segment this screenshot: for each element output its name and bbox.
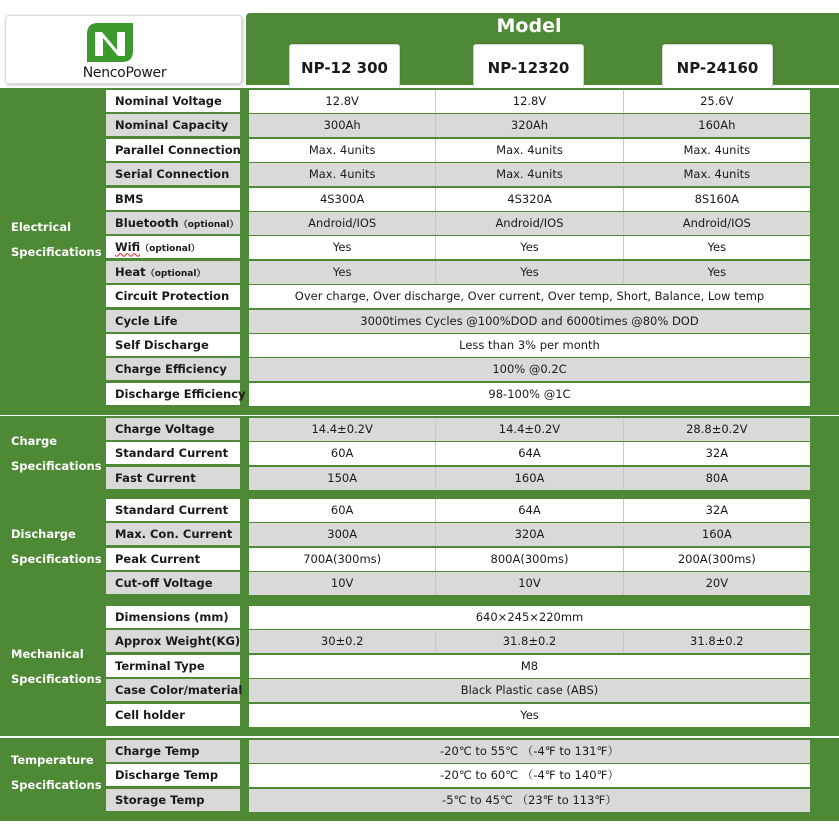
spec-value: Yes <box>623 236 810 259</box>
spec-name-text: Terminal Type <box>115 658 205 673</box>
spec-value: Android/IOS <box>435 212 622 235</box>
spec-name-text: Charge Temp <box>115 744 200 758</box>
section-label: Specifications <box>11 672 102 686</box>
spec-value: 640×245×220mm <box>475 610 584 624</box>
spec-value-cells <box>249 114 810 137</box>
spec-name-text: Nominal Voltage <box>115 94 222 108</box>
spec-value: 4S320A <box>435 188 622 211</box>
spec-name <box>106 114 240 136</box>
section-label: Temperature <box>11 753 94 767</box>
brand-logo <box>5 15 242 84</box>
spec-value: 30±0.2 <box>320 634 364 649</box>
spec-value: 20V <box>623 572 810 595</box>
spec-row <box>106 310 810 333</box>
section-label: Specifications <box>11 778 102 792</box>
brand-name: NencoPower <box>82 65 167 81</box>
spec-name <box>106 704 240 726</box>
spec-name-text: Charge Voltage <box>115 422 215 436</box>
spec-name-note: （optional） <box>178 220 239 230</box>
spec-value: 300A <box>327 527 358 542</box>
spec-name <box>106 606 240 628</box>
spec-name <box>106 334 240 356</box>
spec-value: 4S300A <box>319 191 365 206</box>
spec-name <box>106 548 240 570</box>
section-label: Specifications <box>11 245 102 259</box>
spec-name-text: Discharge Temp <box>115 768 219 783</box>
spec-value: 160A <box>623 523 810 546</box>
spec-row <box>106 548 810 571</box>
spec-value: Yes <box>520 707 539 722</box>
spec-value-cells <box>249 606 810 629</box>
model-tab-1: NP-12 300 <box>289 44 400 87</box>
spec-name <box>106 442 240 464</box>
spec-name-note: （optional） <box>140 244 200 255</box>
spec-name-text: Discharge Efficiency <box>115 386 246 401</box>
spec-value-cells <box>249 499 810 522</box>
spec-name-text: Circuit Protection <box>115 289 230 304</box>
spec-name <box>106 630 240 652</box>
section-label: Electrical <box>11 220 72 234</box>
spec-value-cells <box>249 90 810 113</box>
spec-row <box>106 358 810 381</box>
spec-value-cells <box>249 630 810 653</box>
section-label: Charge <box>11 434 58 448</box>
spec-name-text: Heat <box>115 264 146 279</box>
spec-name <box>106 188 240 210</box>
spec-row <box>106 334 810 357</box>
spec-name-text: BMS <box>115 191 144 206</box>
spec-value: Yes <box>435 236 622 259</box>
spec-name <box>106 789 240 811</box>
spec-value-cells <box>249 523 810 546</box>
spec-value-cells <box>249 679 810 702</box>
spec-name <box>106 236 240 258</box>
spec-value-cells <box>249 789 810 812</box>
spec-value-cells <box>249 764 810 787</box>
spec-value: Black Plastic case (ABS) <box>460 683 599 698</box>
spec-value: 32A <box>623 442 810 465</box>
model-tab-2: NP-12320 <box>473 44 584 87</box>
spec-value: 60A <box>330 446 354 461</box>
spec-value-cells <box>249 285 810 308</box>
spec-name <box>106 310 240 332</box>
spec-value: 3000times Cycles @100%DOD and 6000times @80% DOD <box>360 313 699 328</box>
spec-value: 25.6V <box>623 90 810 113</box>
spec-value: 12.8V <box>435 90 622 113</box>
spec-name-text: Case Color/material <box>115 683 243 698</box>
spec-name-text: Bluetooth <box>115 216 179 230</box>
spec-value-cells <box>249 655 810 678</box>
spec-row <box>106 418 810 441</box>
spec-value: Android/IOS <box>308 216 377 230</box>
spec-value: Max. 4units <box>623 163 810 186</box>
spec-value: Max. 4units <box>435 163 622 186</box>
spec-value: 64A <box>435 442 622 465</box>
model-tab-3: NP-24160 <box>662 44 773 87</box>
spec-name-note: （optional） <box>145 268 206 279</box>
spec-row <box>106 630 810 653</box>
spec-name <box>106 418 240 440</box>
spec-value: Yes <box>332 240 352 255</box>
spec-name-text: Nominal Capacity <box>115 118 229 133</box>
section-label: Discharge <box>11 527 76 541</box>
spec-name <box>106 261 240 283</box>
spec-name-text: Cell holder <box>115 707 185 722</box>
spec-row <box>106 467 810 490</box>
spec-name-text: Approx Weight(KG) <box>115 634 241 649</box>
spec-row <box>106 442 810 465</box>
spec-name-text: Standard Current <box>115 446 229 461</box>
spec-value-cells <box>249 704 810 727</box>
spec-value: 80A <box>623 467 810 490</box>
spec-name <box>106 499 240 521</box>
spec-name-text: Cycle Life <box>115 313 178 328</box>
spec-value: 700A(300ms) <box>303 551 382 566</box>
spec-value: M8 <box>520 658 539 673</box>
spec-name-text: Storage Temp <box>115 792 205 807</box>
spec-value: Max. 4units <box>623 139 810 162</box>
spec-row <box>106 236 810 259</box>
spec-value: Yes <box>332 264 352 279</box>
spec-value: 10V <box>330 576 354 591</box>
section-label: Mechanical <box>11 647 84 661</box>
spec-value: 14.4±0.2V <box>311 422 373 436</box>
spec-name-text: Peak Current <box>115 551 201 566</box>
spec-value-cells <box>249 467 810 490</box>
spec-name-text: Serial Connection <box>115 167 230 182</box>
spec-row <box>106 764 810 787</box>
spec-value: 31.8±0.2 <box>623 630 810 653</box>
spec-value: 64A <box>435 499 622 522</box>
spec-name <box>106 655 240 677</box>
section-label: Specifications <box>11 552 102 566</box>
spec-name <box>106 90 240 112</box>
spec-value: 320A <box>435 523 622 546</box>
spec-value: Max. 4units <box>435 139 622 162</box>
spec-value: 60A <box>330 503 354 517</box>
spec-value: 160Ah <box>623 114 810 137</box>
spec-value-cells <box>249 188 810 211</box>
spec-row <box>106 114 810 137</box>
spec-row <box>106 499 810 522</box>
spec-value-cells <box>249 442 810 465</box>
spec-row <box>106 261 810 284</box>
spec-name-text: Fast Current <box>115 470 196 485</box>
spec-name-text: Parallel Connection <box>115 142 241 157</box>
spec-name-text: Cut-off Voltage <box>115 576 213 591</box>
spec-value: 300Ah <box>323 118 361 133</box>
spec-value: 31.8±0.2 <box>435 630 622 653</box>
spec-row <box>106 285 810 308</box>
spec-value-cells <box>249 163 810 186</box>
spec-row <box>106 655 810 678</box>
spec-row <box>106 523 810 546</box>
spec-name <box>106 572 240 594</box>
spec-name <box>106 212 240 234</box>
spec-name-text: Dimensions (mm) <box>115 610 229 624</box>
spec-value: 160A <box>435 467 622 490</box>
spec-value: -20℃ to 55℃ （-4℉ to 131℉） <box>440 744 619 758</box>
spec-name-text: Charge Efficiency <box>115 362 227 377</box>
spec-value: 200A(300ms) <box>623 548 810 571</box>
model-title: Model <box>496 15 562 37</box>
spec-row <box>106 188 810 211</box>
spec-value: 28.8±0.2V <box>623 418 810 441</box>
spec-name-text: Standard Current <box>115 503 229 517</box>
spec-value-cells <box>249 261 810 284</box>
spec-value: Less than 3% per month <box>459 338 600 352</box>
spec-value-cells <box>249 212 810 235</box>
spec-name <box>106 285 240 307</box>
spec-row <box>106 572 810 595</box>
spec-value-cells <box>249 334 810 357</box>
spec-value-cells <box>249 139 810 162</box>
spec-row <box>106 789 810 812</box>
spec-value-cells <box>249 572 810 595</box>
spec-row <box>106 606 810 629</box>
spec-name <box>106 383 246 405</box>
spec-value-cells <box>249 236 810 259</box>
spec-value: Max. 4units <box>308 167 376 182</box>
spec-value: 32A <box>623 499 810 522</box>
spec-row <box>106 163 810 186</box>
spec-value-cells <box>249 310 810 333</box>
nencopower-logo-icon <box>83 20 137 64</box>
spec-value: Over charge, Over discharge, Over current, Over temp, Short, Balance, Low temp <box>294 289 765 304</box>
spec-value: 320Ah <box>435 114 622 137</box>
spec-row <box>106 679 810 702</box>
spec-value: Yes <box>435 261 622 284</box>
spec-value: 98-100% @1C <box>488 386 571 401</box>
spec-row <box>106 212 810 235</box>
spec-name <box>106 467 240 489</box>
spec-value: 150A <box>327 470 358 485</box>
spec-value: 12.8V <box>325 94 359 108</box>
spec-name <box>106 358 240 380</box>
spec-value: 14.4±0.2V <box>435 418 622 441</box>
spec-value: Yes <box>623 261 810 284</box>
spec-value-cells <box>249 383 810 406</box>
spec-value-cells <box>249 740 810 763</box>
spec-name-text: Wifi <box>115 240 141 255</box>
spec-value-cells <box>249 548 810 571</box>
spec-name-text: Max. Con. Current <box>115 527 233 542</box>
spec-value: Max. 4units <box>308 142 376 157</box>
spec-name <box>106 679 243 701</box>
spec-row <box>106 139 810 162</box>
spec-value: -5℃ to 45℃ （23℉ to 113℉） <box>442 792 617 807</box>
spec-value: Android/IOS <box>623 212 810 235</box>
spec-value: -20℃ to 60℃ （-4℉ to 140℉） <box>440 768 619 783</box>
spec-row <box>106 704 810 727</box>
spec-value: 8S160A <box>623 188 810 211</box>
spec-value: 100% @0.2C <box>492 362 567 377</box>
spec-row <box>106 383 810 406</box>
spec-value-cells <box>249 358 810 381</box>
spec-value-cells <box>249 418 810 441</box>
spec-row <box>106 740 810 763</box>
spec-row <box>106 90 810 113</box>
spec-name <box>106 139 240 161</box>
spec-name <box>106 523 240 545</box>
spec-value: 800A(300ms) <box>435 548 622 571</box>
spec-name <box>106 740 240 762</box>
spec-name-text: Self Discharge <box>115 338 209 352</box>
spec-name <box>106 163 240 185</box>
spec-name <box>106 764 240 786</box>
spec-value: 10V <box>435 572 622 595</box>
section-label: Specifications <box>11 459 102 473</box>
